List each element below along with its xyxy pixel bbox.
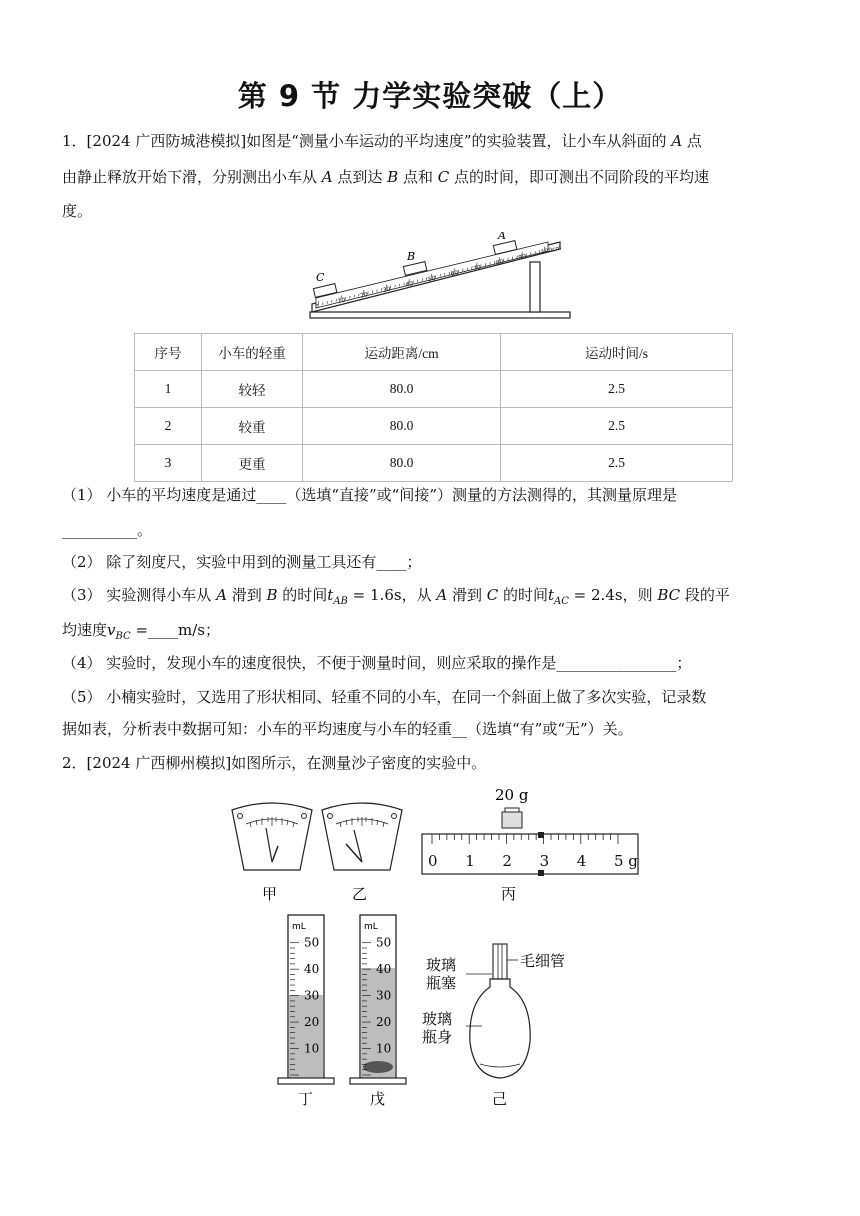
table-cell: 3 [135, 445, 202, 482]
page-title: 第 9 节 力学实验突破（上） [237, 79, 623, 113]
table-cell: 80.0 [303, 445, 501, 482]
cyl-number: 50 [376, 935, 392, 950]
cylinder-wu [350, 915, 406, 1084]
table-cell: 更重 [202, 445, 303, 482]
q1-line1: 1．[2024 广西防城港模拟]如图是“测量小车运动的平均速度”的实验装置，让小车从斜面的 A 点 [62, 132, 702, 150]
pycnometer-bottle [422, 944, 565, 1078]
table-cell: 较轻 [202, 371, 303, 408]
label-capillary: 毛细管 [520, 952, 566, 970]
dial-jia [232, 803, 312, 870]
label-glass-2: 玻璃 [422, 1010, 453, 1028]
q1-sub5-cont: 据如表，分析表中数据可知：小车的平均速度与小车的轻重__（选填“有”或“无”）关。 [62, 720, 633, 738]
q2-line1: 2．[2024 广西柳州模拟]如图所示，在测量沙子密度的实验中。 [62, 754, 487, 772]
q1-sub2: （2） 除了刻度尺，实验中用到的测量工具还有____； [62, 553, 422, 571]
label-stopper: 瓶塞 [426, 974, 457, 992]
table-row [135, 445, 733, 482]
table-header: 小车的轻重 [202, 334, 303, 371]
caption-jia: 甲 [262, 885, 278, 903]
cyl-unit: mL [364, 922, 378, 932]
ruler-number: 40 [404, 280, 414, 289]
ruler-number: 90 [517, 252, 527, 262]
table-cell: 2 [135, 408, 202, 445]
q1-sub1: （1） 小车的平均速度是通过____（选填“直接”或“间接”）测量的方法测得的，其测量原理是 [62, 486, 677, 504]
table-cell: 80.0 [303, 408, 501, 445]
ruler-number: 10 [337, 296, 347, 306]
cylinder-ding [278, 915, 334, 1084]
cyl-number: 10 [376, 1041, 392, 1056]
label-a: A [498, 232, 506, 242]
ruler-number: 70 [472, 263, 482, 273]
density-figure [220, 782, 640, 1112]
cyl-unit: mL [292, 922, 306, 932]
cyl-number: 20 [376, 1015, 392, 1030]
table-header: 运动距离/cm [303, 334, 501, 371]
table-cell: 较重 [202, 408, 303, 445]
cyl-number: 50 [304, 935, 320, 950]
table-cell: 1 [135, 371, 202, 408]
ruler-number: 30 [382, 285, 392, 295]
q1-sub5: （5） 小楠实验时，又选用了形状相同、轻重不同的小车，在同一个斜面上做了多次实验，记录数 [62, 688, 707, 706]
q1-sub1-cont: __________。 [62, 521, 153, 539]
ruler-number: 0 [314, 302, 320, 311]
scale-number: 4 [576, 852, 587, 870]
caption-ji: 己 [492, 1090, 508, 1108]
caption-bing: 丙 [501, 885, 517, 903]
dial-yi [322, 803, 402, 870]
q1-sub3: （3） 实验测得小车从 A 滑到 B 的时间$t_{AB} = 1.6s$，从 A 滑到 C 的时间$t_{AC} = 2.4s$，则 BC 段的平 [62, 586, 730, 607]
label-glass-1: 玻璃 [426, 956, 457, 974]
ruler-number: 50 [427, 274, 437, 284]
ruler-number: 20 [359, 291, 369, 300]
ruler-number: 100cm [540, 244, 563, 257]
q1-line2: 由静止释放开始下滑，分别测出小车从 A 点到达 B 点和 C 点的时间，即可测出不同阶段的平均速 [62, 168, 710, 186]
q1-data-table [134, 333, 733, 482]
ruler-number: 60 [450, 269, 460, 278]
scale-number: 5 g [614, 852, 638, 870]
table-cell: 80.0 [303, 371, 501, 408]
caption-yi: 乙 [352, 885, 368, 903]
weight-label: 20 g [495, 786, 529, 804]
table-cell: 2.5 [501, 445, 733, 482]
cyl-number: 20 [304, 1015, 320, 1030]
table-header-row [135, 334, 733, 371]
table-header: 序号 [135, 334, 202, 371]
cyl-number: 40 [376, 962, 392, 977]
table-header: 运动时间/s [501, 334, 733, 371]
cyl-number: 30 [304, 988, 320, 1003]
table-cell: 2.5 [501, 408, 733, 445]
incline-figure [290, 232, 580, 324]
scale-number: 3 [539, 852, 550, 870]
cyl-number: 30 [376, 988, 392, 1003]
label-c: C [316, 271, 325, 284]
table-row [135, 371, 733, 408]
label-b: B [407, 250, 416, 263]
q1-sub3-cont: 均速度$v_{BC}$ =____m/s； [62, 621, 220, 642]
label-body: 瓶身 [422, 1028, 453, 1046]
rider-scale [422, 786, 638, 876]
cyl-number: 40 [304, 962, 320, 977]
scale-number: 2 [502, 852, 512, 870]
cyl-number: 10 [304, 1041, 320, 1056]
scale-number: 1 [465, 852, 475, 870]
table-row [135, 408, 733, 445]
scale-number: 0 [428, 852, 438, 870]
ruler-number: 80 [495, 258, 505, 267]
q1-line3: 度。 [62, 202, 93, 220]
caption-ding: 丁 [298, 1090, 314, 1108]
table-cell: 2.5 [501, 371, 733, 408]
q1-sub4: （4） 实验时，发现小车的速度很快，不便于测量时间，则应采取的操作是________________； [62, 654, 692, 672]
caption-wu: 戊 [370, 1090, 386, 1108]
